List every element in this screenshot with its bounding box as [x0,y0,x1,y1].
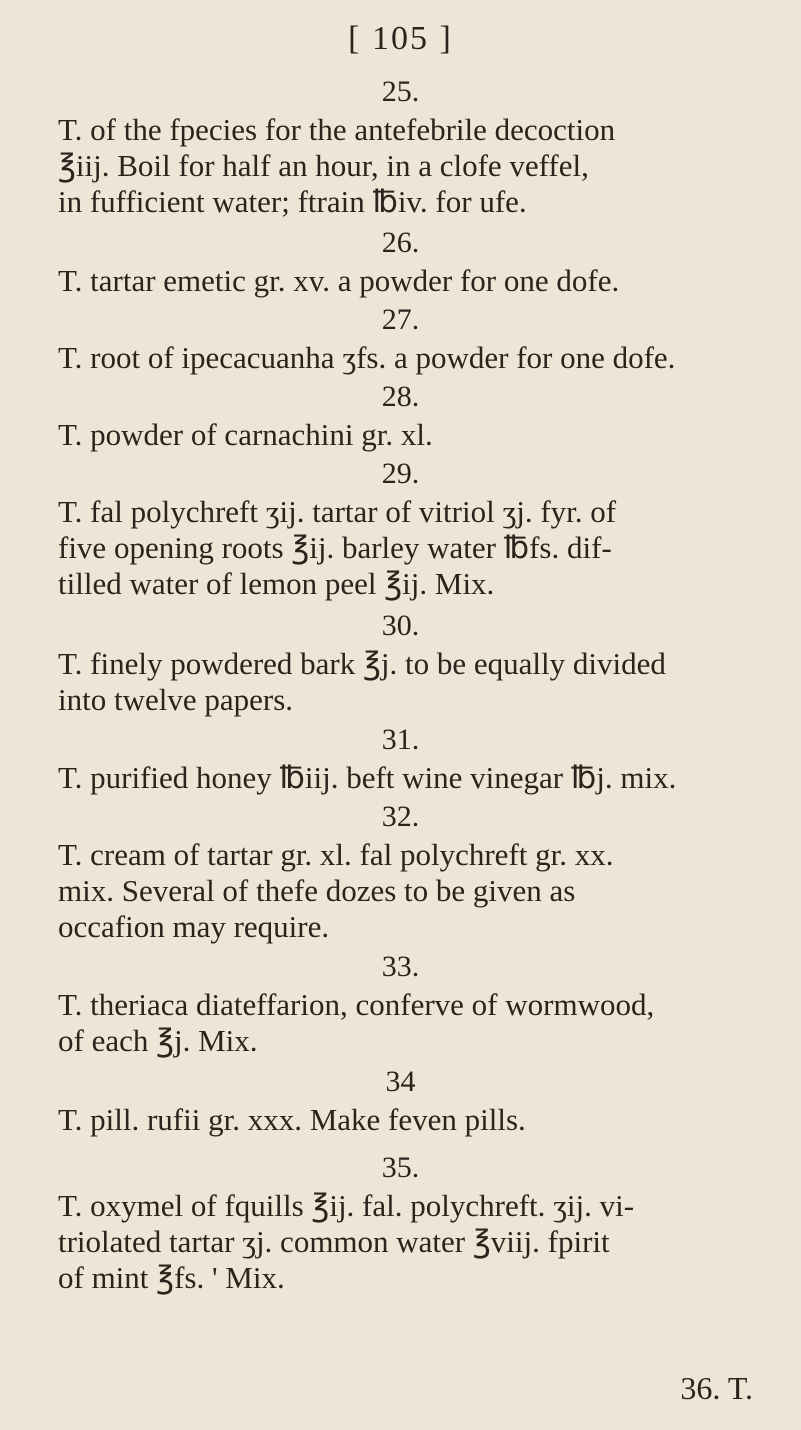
recipe-entry-30 [0,606,801,718]
entry-line: T. pill. rufii gr. xxx. Make feven pills. [58,1102,526,1137]
entry-number: 32. [381,800,420,833]
entry-number: 34 [385,1065,416,1098]
entry-line: T. oxymel of fquills ℥ij. fal. polychreft. ʒij. vi- [58,1188,635,1223]
entry-number: 29. [381,457,420,490]
entry-number: 35. [381,1151,420,1184]
entry-line: occafion may require. [58,909,330,944]
entry-line: into twelve papers. [58,682,294,717]
recipe-entry-25 [0,72,801,220]
entry-number: 28. [381,380,420,413]
entry-number: 31. [381,723,420,756]
recipe-entry-31 [0,720,801,796]
entry-line: T. powder of carnachini gr. xl. [58,417,433,452]
entry-number: 27. [381,303,420,336]
entry-line: of mint ℥fs. ' Mix. [58,1260,285,1295]
recipe-entry-35 [0,1148,801,1296]
entry-number: 26. [381,226,420,259]
recipe-entry-27 [0,300,801,376]
recipe-entry-32 [0,797,801,945]
entry-line: mix. Several of thefe dozes to be given as [58,873,576,908]
entry-line: in fufficient water; ftrain ℔iv. for ufe. [58,184,527,219]
page-number: [ 105 ] [348,20,453,57]
entry-line: tilled water of lemon peel ℥ij. Mix. [58,566,495,601]
entry-line: T. purified honey ℔iij. beft wine vinegar ℔j. mix. [58,760,677,795]
recipe-entry-34 [0,1062,801,1138]
entry-line: T. theriaca diateffarion, conferve of wormwood, [58,987,655,1022]
recipe-entry-33 [0,947,801,1059]
entry-line: T. cream of tartar gr. xl. fal polychreft gr. xx. [58,837,614,872]
recipe-entry-28 [0,377,801,453]
entry-line: T. tartar emetic gr. xv. a powder for one dofe. [58,263,620,298]
entry-line: ℥iij. Boil for half an hour, in a clofe veffel, [58,148,589,183]
entry-line: of each ℥j. Mix. [58,1023,258,1058]
entry-number: 33. [381,950,420,983]
entry-number: 25. [381,75,420,108]
entry-line: T. fal polychreft ʒij. tartar of vitriol ʒj. fyr. of [58,494,617,529]
recipe-entry-29 [0,454,801,602]
entry-line: triolated tartar ʒj. common water ℥viij. fpirit [58,1224,610,1259]
entry-line: T. of the fpecies for the antefebrile decoction [58,112,616,147]
entry-line: T. finely powdered bark ℥j. to be equally divided [58,646,666,681]
entry-number: 30. [381,609,420,642]
entry-line: T. root of ipecacuanha ʒfs. a powder for one dofe. [58,340,676,375]
entry-line: five opening roots ℥ij. barley water ℔fs. dif- [58,530,612,565]
recipe-entry-26 [0,223,801,299]
catchword: 36. T. [680,1370,753,1406]
